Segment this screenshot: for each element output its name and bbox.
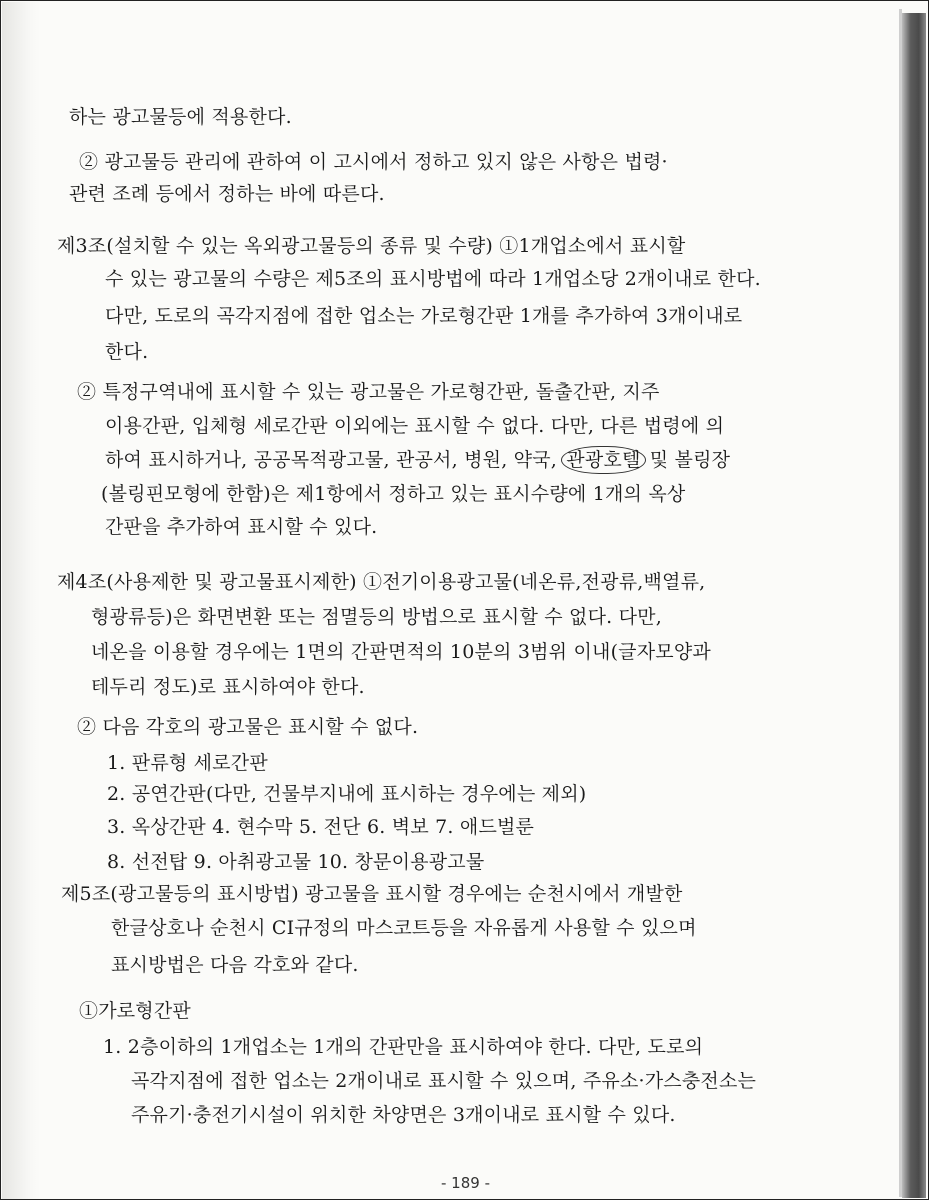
circled-hotel-text: 관광호텔 — [561, 446, 645, 474]
text-line-17: ② 다음 각호의 광고물은 표시할 수 없다. — [77, 716, 419, 738]
text-line-6: 다만, 도로의 곡각지점에 접한 업소는 가로형간판 1개를 추가하여 3개이내로 — [105, 305, 743, 327]
list-items-3-7: 3. 옥상간판 4. 현수막 5. 전단 6. 벽보 7. 애드벌룬 — [107, 816, 535, 838]
text-line-7: 한다. — [105, 341, 149, 363]
text-line-24: 한글상호나 순천시 CI규정의 마스코트등을 자유롭게 사용할 수 있으며 — [111, 917, 697, 939]
text-line-25: 표시방법은 다음 각호와 같다. — [111, 954, 359, 976]
subsection-heading: ①가로형간판 — [79, 1000, 191, 1022]
text-line-28: 곡각지점에 접한 업소는 2개이내로 표시할 수 있으며, 주유소·가스충전소는 — [131, 1070, 757, 1092]
article-4-heading: 제4조(사용제한 및 광고물표시제한) ①전기이용광고물(네온류,전광류,백열류, — [57, 571, 706, 593]
article-3-heading: 제3조(설치할 수 있는 옥외광고물등의 종류 및 수량) ①1개업소에서 표시할 — [57, 235, 686, 257]
text-line-27: 1. 2층이하의 1개업소는 1개의 간판만을 표시하여야 한다. 다만, 도로의 — [103, 1036, 704, 1058]
text-line-5: 수 있는 광고물의 수량은 제5조의 표시방법에 따라 1개업소당 2개이내로 한다. — [105, 268, 761, 290]
text-line-29: 주유기·충전기시설이 위치한 차양면은 3개이내로 표시할 수 있다. — [131, 1104, 676, 1126]
text-line-16: 테두리 정도)로 표시하여야 한다. — [91, 676, 365, 698]
text-line-2: ② 광고물등 관리에 관하여 이 고시에서 정하고 있지 않은 사항은 법령· — [79, 151, 668, 173]
text-line-3: 관련 조례 등에서 정하는 바에 따른다. — [69, 183, 385, 205]
text-line-11: (볼링핀모형에 한함)은 제1항에서 정하고 있는 표시수량에 1개의 옥상 — [101, 483, 686, 505]
article-5-heading: 제5조(광고물등의 표시방법) 광고물을 표시할 경우에는 순천시에서 개발한 — [61, 883, 683, 905]
text-line-14: 형광류등)은 화면변환 또는 점멸등의 방법으로 표시할 수 없다. 다만, — [91, 606, 662, 628]
text-line-10-a: 하여 표시하거나, 공공목적광고물, 관공서, 병원, 약국, — [105, 449, 564, 471]
text-line-10 — [105, 447, 730, 473]
text-line-12: 간판을 추가하여 표시할 수 있다. — [105, 516, 378, 538]
page-number: - 189 - — [441, 1174, 490, 1192]
list-items-8-10: 8. 선전탑 9. 아취광고물 10. 창문이용광고물 — [107, 851, 485, 873]
text-line-1: 하는 광고물등에 적용한다. — [69, 106, 292, 128]
scan-binding-shadow — [902, 13, 926, 1198]
text-line-9: 이용간판, 입체형 세로간판 이외에는 표시할 수 없다. 다만, 다른 법령에 의 — [105, 415, 725, 437]
text-line-8: ② 특정구역내에 표시할 수 있는 광고물은 가로형간판, 돌출간판, 지주 — [77, 381, 660, 403]
text-line-10-b: 및 볼링장 — [643, 449, 731, 471]
list-item-2: 2. 공연간판(다만, 건물부지내에 표시하는 경우에는 제외) — [107, 783, 587, 805]
scan-left-shading — [2, 2, 40, 1199]
text-line-15: 네온을 이용할 경우에는 1면의 간판면적의 10분의 3범위 이내(글자모양과 — [91, 641, 711, 663]
list-item-1: 1. 판류형 세로간판 — [107, 752, 268, 774]
